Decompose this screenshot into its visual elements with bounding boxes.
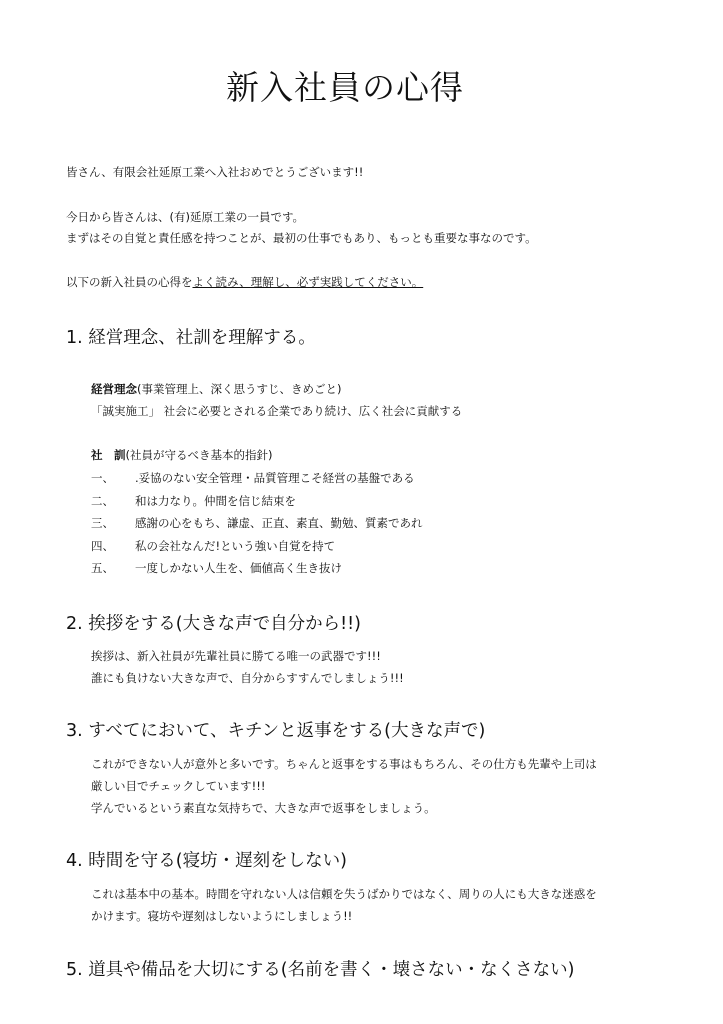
intro-line-3-prefix: 以下の新入社員の心得を [66,275,193,289]
section-5-heading: 5. 道具や備品を大切にする(名前を書く・壊さない・なくさない) [66,960,575,980]
motto-item [91,538,335,554]
motto-item-number: 三、 [91,516,114,530]
motto-item-text: 和は力なり。仲間を信じ結束を [135,494,296,508]
section-2-line: 誰にも負けない大きな声で、自分からすすんでしましょう!!! [91,671,404,685]
motto-item [91,515,423,531]
motto-item-text: 感謝の心をもち、謙虚、正直、素直、勤勉、質素であれ [135,516,423,530]
motto-item [91,560,342,576]
section-4-line: これは基本中の基本。時間を守れない人は信頼を失うばかりではなく、周りの人にも大きな迷惑を [91,887,597,901]
motto-item-text: 私の会社なんだ!という強い自覚を持て [135,539,336,553]
section-3-line: これができない人が意外と多いです。ちゃんと返事をする事はもちろん、その仕方も先輩や上司は [91,757,597,771]
section-3-line: 厳しい目でチェックしています!!! [91,779,266,793]
philosophy-note: (事業管理上、深く思うすじ、きめごと) [137,382,342,396]
section-1-heading: 1. 経営理念、社訓を理解する。 [66,328,316,348]
philosophy-text: 「誠実施工」 社会に必要とされる企業であり続け、広く社会に貢献する [91,404,463,418]
section-2-heading: 2. 挨拶をする(大きな声で自分から!!) [66,614,361,634]
motto-line [91,447,272,463]
section-2-line: 挨拶は、新入社員が先輩社員に勝てる唯一の武器です!!! [91,649,381,663]
intro-line-3-underlined: よく読み、理解し、必ず実践してください。 [192,275,424,289]
motto-note: (社員が守るべき基本的指針) [125,448,273,462]
motto-item-number: 五、 [91,561,114,575]
document-title: 新入社員の心得 [226,68,464,107]
section-3-heading: 3. すべてにおいて、キチンと返事をする(大きな声で) [66,721,486,741]
section-4-heading: 4. 時間を守る(寝坊・遅刻をしない) [66,851,347,871]
intro-line-2: まずはその自覚と責任感を持つことが、最初の仕事でもあり、もっとも重要な事なのです。 [66,231,537,245]
intro-line-1: 今日から皆さんは、(有)延原工業の一員です。 [66,210,305,224]
motto-item-text: 一度しかない人生を、価値高く生き抜け [135,561,342,575]
motto-item [91,470,415,486]
philosophy-line [91,381,341,397]
section-3-line: 学んでいるという素直な気持ちで、大きな声で返事をしましょう。 [91,801,436,815]
intro-line-3 [66,274,423,290]
motto-item-number: 一、 [91,471,114,485]
section-4-line: かけます。寝坊や遅刻はしないようにしましょう!! [91,909,353,923]
motto-item [91,493,296,509]
motto-item-text: .妥協のない安全管理・品質管理こそ経営の基盤である [135,471,415,485]
motto-item-number: 二、 [91,494,114,508]
intro-welcome: 皆さん、有限会社延原工業へ入社おめでとうございます!! [66,165,364,179]
motto-label: 社 訓 [91,448,126,462]
motto-item-number: 四、 [91,539,114,553]
philosophy-label: 経営理念 [91,382,137,396]
